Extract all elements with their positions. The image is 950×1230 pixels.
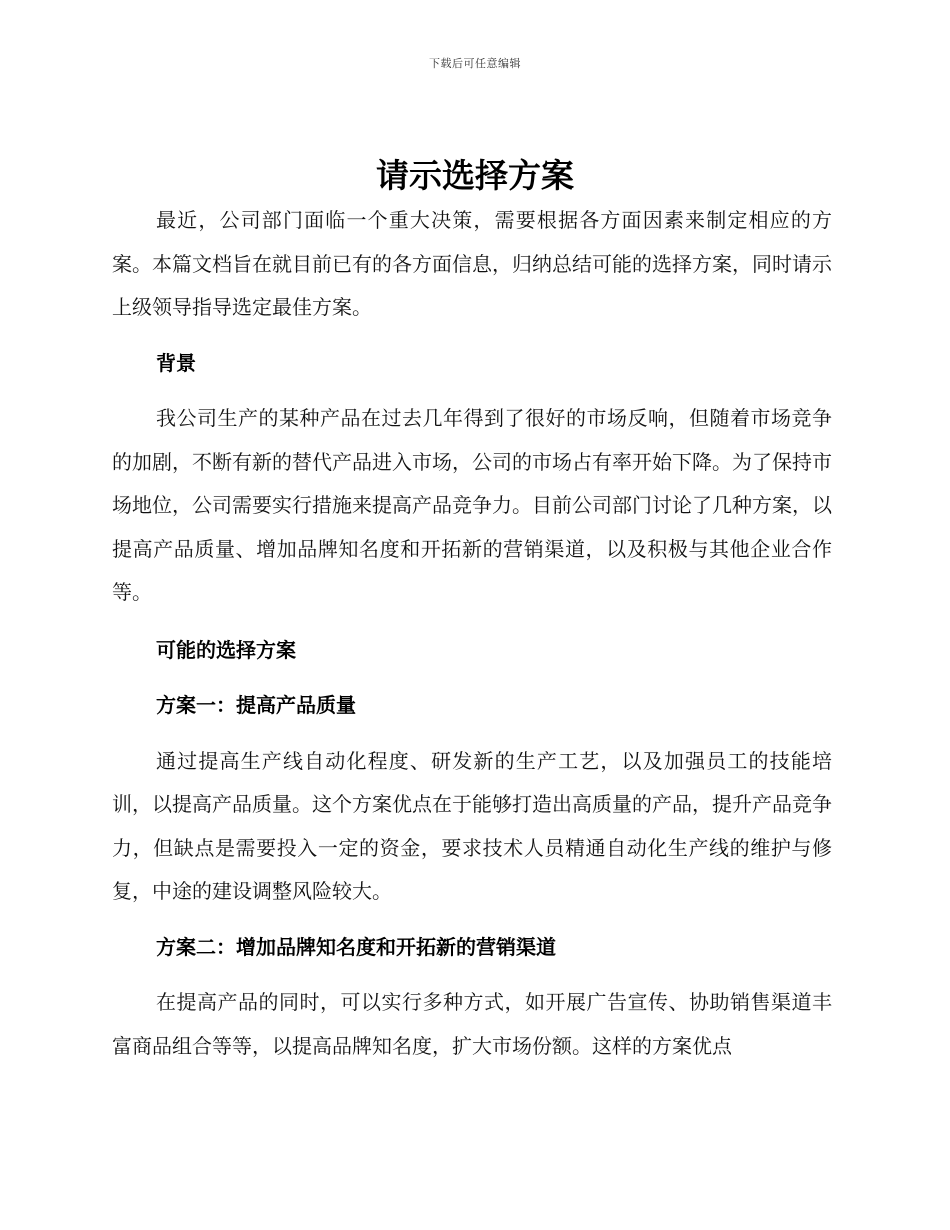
header-note: 下载后可任意编辑 bbox=[429, 57, 521, 70]
intro-paragraph: 最近，公司部门面临一个重大决策，需要根据各方面因素来制定相应的方案。本篇文档旨在就目前已有的各方面信息，归纳总结可能的选择方案，同时请示上级领导指导选定最佳方案。 bbox=[112, 208, 832, 319]
background-paragraph: 我公司生产的某种产品在过去几年得到了很好的市场反响，但随着市场竞争的加剧，不断有新的替代产品进入市场，公司的市场占有率开始下降。为了保持市场地位，公司需要实行措施来提高产品竞争力。目前公司部门讨论了几种方案，以提高产品质量、增加品牌知名度和开拓新的营销渠道，以及积极与其他企业合作等。 bbox=[112, 406, 832, 604]
options-heading: 可能的选择方案 bbox=[156, 637, 296, 662]
option1-paragraph: 通过提高生产线自动化程度、研发新的生产工艺，以及加强员工的技能培训，以提高产品质量。这个方案优点在于能够打造出高质量的产品，提升产品竞争力，但缺点是需要投入一定的资金，要求技术人员精通自动化生产线的维护与修复，中途的建设调整风险较大。 bbox=[112, 748, 832, 903]
option2-paragraph: 在提高产品的同时，可以实行多种方式，如开展广告宣传、协助销售渠道丰富商品组合等等，以提高品牌知名度，扩大市场份额。这样的方案优点 bbox=[112, 990, 832, 1058]
document-title: 请示选择方案 bbox=[376, 156, 574, 195]
option2-heading: 方案二：增加品牌知名度和开拓新的营销渠道 bbox=[156, 934, 556, 959]
option1-heading: 方案一：提高产品质量 bbox=[156, 693, 356, 717]
document-body bbox=[112, 199, 832, 1068]
background-heading: 背景 bbox=[156, 350, 196, 375]
